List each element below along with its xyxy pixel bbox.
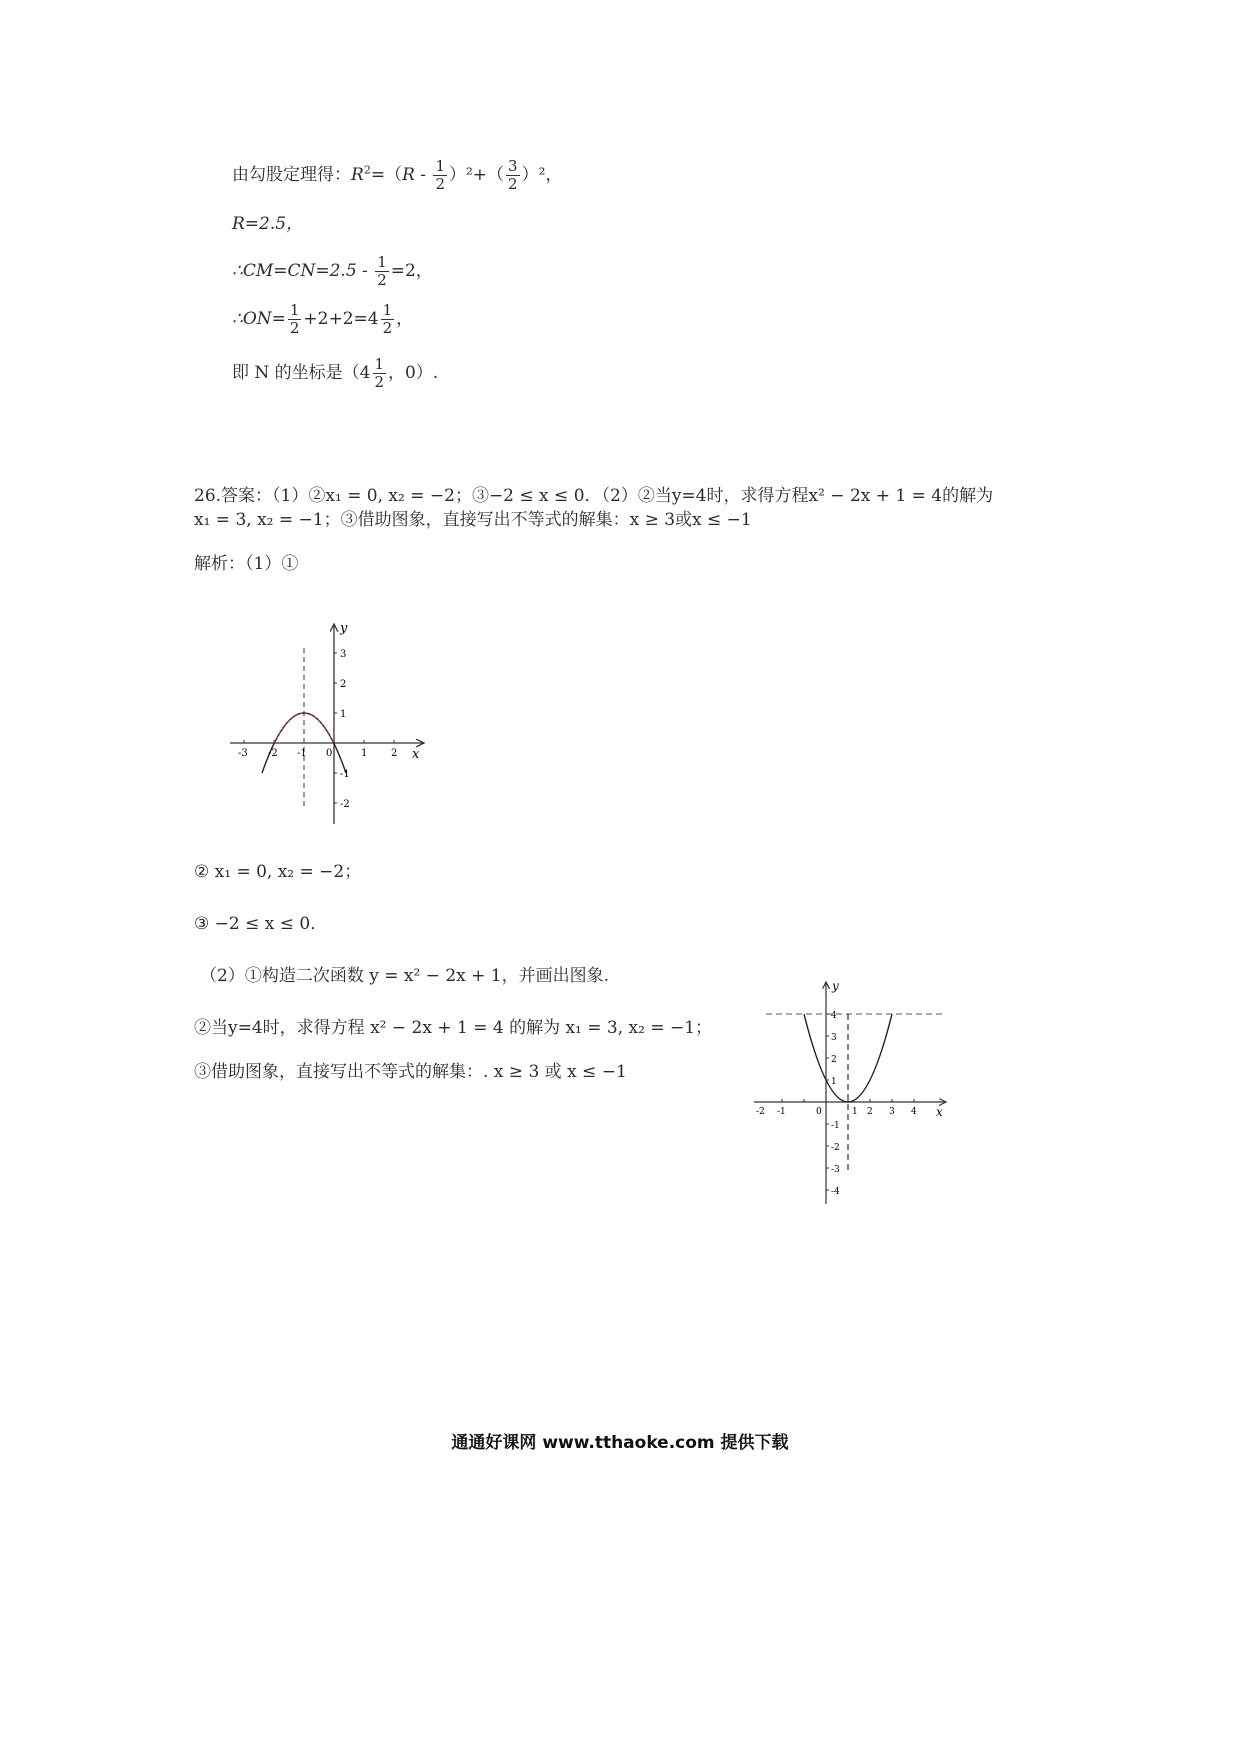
- denominator: 2: [382, 319, 393, 337]
- fraction: [506, 158, 520, 193]
- text-prefix: 由勾股定理得：: [232, 165, 351, 185]
- part1-item2: ② x₁ = 0, x₂ = −2；: [194, 862, 362, 882]
- y-tick: 3: [340, 649, 347, 660]
- x-tick: -2: [268, 748, 278, 759]
- var-R: R: [351, 165, 364, 185]
- text-suffix: ，0）.: [388, 363, 439, 383]
- x-tick: 2: [391, 748, 398, 759]
- answer-26-line1: 26.答案：（1）②x₁ = 0, x₂ = −2；③−2 ≤ x ≤ 0．（2）②当y=4时，求得方程x² − 2x + 1 = 4的解为: [194, 486, 994, 506]
- r-value-line: R=2.5，: [232, 214, 304, 234]
- page-footer: 通通好课网 www.tthaoke.com 提供下载: [451, 1433, 789, 1453]
- denominator: 2: [377, 271, 387, 289]
- y-tick: 3: [831, 1033, 837, 1043]
- y-label: y: [340, 621, 348, 636]
- x-tick: 1: [361, 748, 368, 759]
- text-prefix: 即 N 的坐标是（4: [232, 363, 371, 383]
- analysis-label: 解析：（1）①: [194, 554, 299, 574]
- x-tick: 0: [816, 1107, 822, 1117]
- x-tick: -1: [297, 748, 307, 759]
- numerator: 3: [508, 157, 518, 175]
- x-label: x: [936, 1105, 943, 1119]
- x-tick: -2: [756, 1107, 765, 1117]
- exponent: 2: [363, 163, 371, 177]
- text-prefix: ∴ON=: [232, 309, 286, 329]
- x-tick: 2: [867, 1107, 873, 1117]
- text-close: ）²，: [521, 165, 563, 185]
- denominator: 2: [435, 175, 445, 193]
- x-tick: -3: [238, 748, 248, 759]
- part2-item3: ③借助图象，直接写出不等式的解集：. x ≥ 3 或 x ≤ −1: [194, 1062, 627, 1082]
- y-tick: -1: [340, 769, 350, 780]
- fraction: [373, 356, 387, 391]
- text-minus: -: [414, 165, 432, 185]
- on-line: [232, 302, 413, 337]
- numerator: 1: [374, 355, 385, 373]
- fraction: [375, 254, 389, 289]
- y-label: y: [832, 979, 839, 993]
- y-tick: -3: [831, 1165, 840, 1175]
- y-tick: -1: [831, 1121, 840, 1131]
- cm-cn-line: [232, 254, 433, 289]
- x-tick: 3: [889, 1107, 895, 1117]
- numerator: 1: [377, 253, 387, 271]
- denominator: 2: [289, 319, 300, 337]
- y-tick: -4: [831, 1187, 840, 1197]
- y-tick: 2: [831, 1055, 837, 1065]
- text-eq: =（: [370, 165, 403, 185]
- text-close: ）²+（: [448, 165, 505, 185]
- fraction: [381, 302, 395, 337]
- y-tick: -2: [831, 1143, 840, 1153]
- part1-item3: ③ −2 ≤ x ≤ 0．: [194, 914, 328, 934]
- graph-parabola-down: [228, 618, 428, 828]
- part2-item1: （2）①构造二次函数 y = x² − 2x + 1，并画出图象.: [200, 966, 610, 986]
- fraction: [288, 302, 302, 337]
- numerator: 1: [382, 301, 393, 319]
- x-tick: -1: [777, 1107, 786, 1117]
- x-label: x: [412, 747, 420, 762]
- text-suffix: =2，: [390, 261, 433, 281]
- x-tick: 1: [852, 1107, 858, 1117]
- y-tick: 1: [340, 709, 347, 720]
- text-prefix: ∴CM=CN=2.5 -: [232, 261, 374, 281]
- x-tick: 4: [911, 1107, 917, 1117]
- graph-parabola-up: [752, 978, 952, 1208]
- text-suffix: ，: [396, 309, 414, 329]
- answer-26-line2: x₁ = 3, x₂ = −1；③借助图象，直接写出不等式的解集：x ≥ 3或x ≤ −1: [194, 510, 752, 530]
- pythagoras-line: [232, 158, 562, 193]
- denominator: 2: [508, 175, 518, 193]
- y-tick: 2: [340, 679, 347, 690]
- n-coordinate-line: [232, 356, 438, 391]
- part2-item2: ②当y=4时，求得方程 x² − 2x + 1 = 4 的解为 x₁ = 3, x₂ = −1；: [194, 1018, 713, 1038]
- denominator: 2: [374, 373, 385, 391]
- numerator: 1: [435, 157, 445, 175]
- y-tick: 1: [831, 1077, 837, 1087]
- numerator: 1: [289, 301, 300, 319]
- x-tick: 0: [326, 748, 333, 759]
- y-tick: -2: [340, 799, 350, 810]
- var-R: R: [402, 165, 415, 185]
- text-middle: +2+2=4: [303, 309, 379, 329]
- fraction: [433, 158, 447, 193]
- y-tick: 4: [831, 1011, 837, 1021]
